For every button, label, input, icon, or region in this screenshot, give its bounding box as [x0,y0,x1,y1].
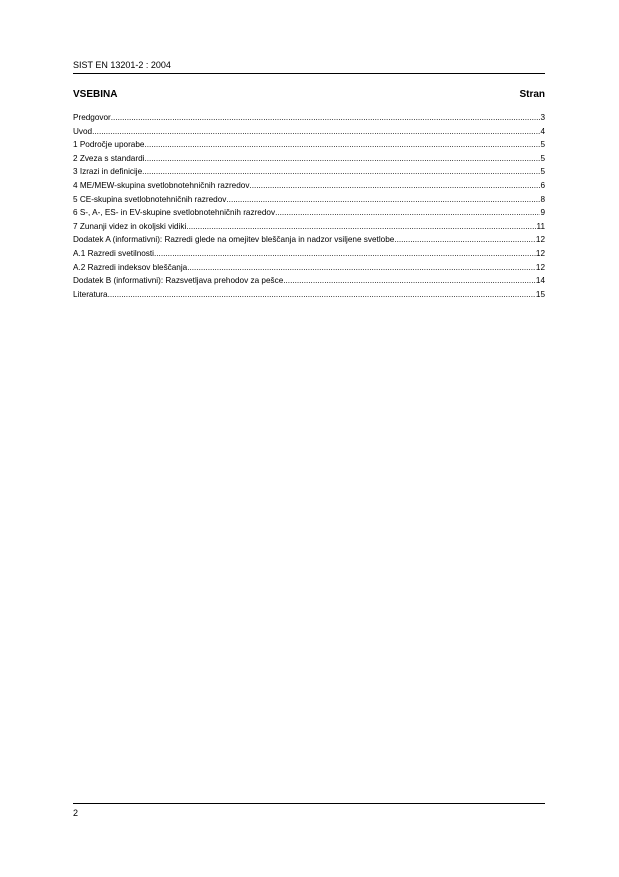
toc-entry-page: 9 [540,208,545,218]
toc-entry-title: Literatura [73,289,108,299]
toc-entry[interactable] [73,152,545,166]
toc-dot-leader [187,261,536,275]
toc-entry-page: 5 [540,167,545,177]
toc-entry-page: 12 [535,235,545,245]
toc-entry-title: 6 S-, A-, ES- in EV-skupine svetlobnotehničnih razredov [73,208,276,218]
toc-entry[interactable] [73,179,545,193]
document-id: SIST EN 13201-2 : 2004 [73,60,171,70]
toc-entry-page: 15 [535,289,545,299]
toc-entry[interactable] [73,193,545,207]
toc-dot-leader [283,274,536,288]
toc-entry-title: A.2 Razredi indeksov bleščanja [73,262,188,272]
toc-dot-leader [226,193,540,207]
toc-entry-page: 14 [535,276,545,286]
toc-dot-leader [154,247,536,261]
toc-entry-title: 1 Področje uporabe [73,140,145,150]
footer-divider [73,803,545,804]
toc-entry-title: 7 Zunanji videz in okoljski vidiki [73,221,187,231]
toc-dot-leader [108,288,536,302]
toc-entry-page: 4 [540,126,545,136]
toc-entry-title: Dodatek A (informativni): Razredi glede na omejitev bleščanja in nadzor vsiljene svetlobe [73,235,395,245]
toc-entry[interactable] [73,125,545,139]
toc-dot-leader [275,206,540,220]
toc-dot-leader [394,233,536,247]
toc-entry-title: Uvod [73,126,93,136]
toc-entry-title: 3 Izrazi in definicije [73,167,143,177]
toc-heading-row [73,89,545,101]
page-number: 2 [73,808,79,818]
toc-entry-page: 5 [540,140,545,150]
toc-dot-leader [142,165,540,179]
toc-entry-page: 3 [540,113,545,122]
toc-dot-leader [144,138,540,152]
toc-entry-title: 5 CE-skupina svetlobnotehničnih razredov [73,194,227,204]
toc-dot-leader [249,179,540,193]
toc-entry[interactable] [73,288,545,302]
toc-entry-title: Dodatek B (informativni): Razsvetljava prehodov za pešce [73,276,284,286]
toc-entry-title: Predgovor [73,113,111,122]
toc-entry[interactable] [73,274,545,288]
toc-entry-title: 2 Zveza s standardi [73,153,145,163]
toc-dot-leader [186,220,536,234]
toc-entry-page: 12 [535,262,545,272]
toc-dot-leader [92,125,540,139]
toc-entry-title: 4 ME/MEW-skupina svetlobnotehničnih razredov [73,180,250,190]
toc-entry[interactable] [73,261,545,275]
toc-entry[interactable] [73,247,545,261]
header-divider [73,73,545,74]
toc-entry-page: 8 [540,194,545,204]
toc-entry[interactable] [73,111,545,125]
table-of-contents [73,111,545,301]
toc-entry-title: A.1 Razredi svetilnosti [73,248,154,258]
toc-entry[interactable] [73,233,545,247]
toc-dot-leader [111,111,541,125]
toc-entry-page: 5 [540,153,545,163]
toc-dot-leader [144,152,540,166]
toc-entry-page: 6 [540,180,545,190]
toc-page-column-label: Stran [519,89,545,100]
toc-title: VSEBINA [73,89,118,100]
toc-entry-page: 12 [535,248,545,258]
toc-entry-page: 11 [536,221,545,231]
toc-entry[interactable] [73,138,545,152]
toc-entry[interactable] [73,220,545,234]
toc-entry[interactable] [73,206,545,220]
toc-entry[interactable] [73,165,545,179]
